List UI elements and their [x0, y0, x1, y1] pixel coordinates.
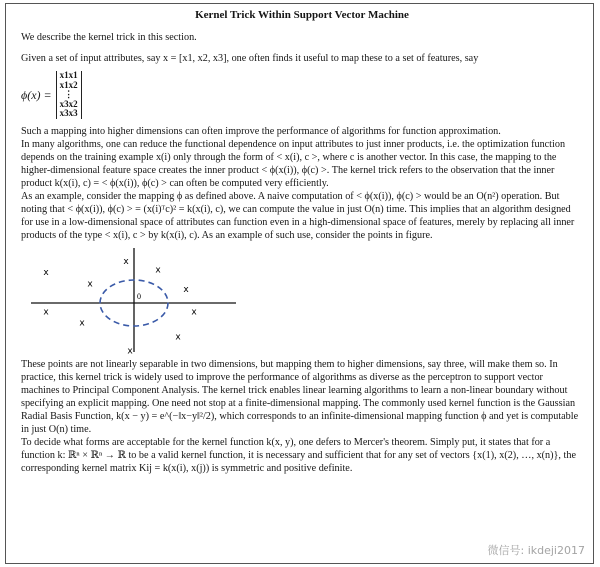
outer-point: x [183, 285, 189, 295]
outer-point: x [43, 307, 49, 318]
outer-point: x [175, 332, 181, 343]
outer-point: x [87, 279, 93, 290]
outer-point: x [123, 257, 129, 267]
outer-point: x [79, 318, 85, 329]
origin-label: 0 [137, 292, 141, 301]
matrix-row: ⋮ [64, 89, 74, 100]
separability-paragraph: These points are not linearly separable in two dimensions, but mapping them to higher dimensions, say three, will make them so. In practice, this kernel trick is widely used to improve the performance of algorithms as diverse as the perceptron to support vector machines to Principal Component Analysis. The kernel trick enables linear learning algorithms to learn a non-linear boundary without specifying an explicit mapping. One need not stop at a finite-dimensional mapping. The commonly used kernel function is the Gaussian Radial Basis Function, k(x − y) = e^(−‖x−y‖²/2), which corresponds to an infinite-dimensional mapping function ϕ and yet is computable in just O(n) time. [21, 359, 579, 435]
outer-point: x [127, 346, 133, 354]
matrix-row: x1x2 [59, 79, 78, 90]
mapping-paragraph: Such a mapping into higher dimensions can often improve the performance of algorithms for function approximation. [21, 126, 501, 137]
mercer-paragraph: To decide what forms are acceptable for the kernel function k(x, y), one defers to Mercer's theorem. Simply put, it states that for a function k: ℝⁿ × ℝⁿ → ℝ to be a valid kernel function, it is necessary and sufficient that for any set of vectors {x(1), x(2), …, x(n)}, the corresponding kernel matrix Kij = k(x(i), x(j)) is symmetric and positive definite. [21, 437, 576, 474]
intro-paragraph: We describe the kernel trick in this section. [21, 32, 197, 43]
scatter-figure-svg [31, 246, 241, 354]
outer-point: x [155, 265, 161, 276]
matrix-row: x3x2 [59, 98, 78, 109]
outer-point: x [191, 307, 197, 318]
data-points [43, 257, 197, 354]
matrix-row: x1x1 [59, 70, 78, 81]
example-paragraph: As an example, consider the mapping ϕ as defined above. A naive computation of < ϕ(x(i)), ϕ(c) > would be an O(n²) operation. But noting that < ϕ(x(i)), ϕ(c) > = (x(i)ᵀc)² = k(x(i), c), we can compute the value in just O(n) time. This implies that an algorithm designed for use in a low-dimensional space of attributes can function even in a high-dimensional space of features, merely by replacing all inner products of the type < x(i), c > by k(x(i), c). As an example of such use, consider the points in figure. [21, 191, 575, 241]
phi-label: ϕ(x) = [21, 87, 52, 102]
document-page [5, 3, 594, 564]
watermark: 微信号: ikdeji2017 [487, 544, 585, 557]
features-paragraph: Given a set of input attributes, say x = [x1, x2, x3], one often finds it useful to map these to a set of features, say [21, 53, 479, 64]
scatter-figure [31, 246, 241, 354]
feature-mapping-equation [21, 68, 583, 122]
inner-product-paragraph: In many algorithms, one can reduce the functional dependence on input attributes to just inner products, i.e. the optimization function depends on the training example x(i) only through the form of < x(i), c >, where c is another vector. In this case, the mapping to the higher-dimensional feature space creates the inner product < ϕ(x(i)), ϕ(c) >. The kernel trick refers to the observation that the inner product k(x(i), c) = < ϕ(x(i)), ϕ(c) > can often be computed very efficiently. [21, 139, 566, 189]
feature-matrix [56, 71, 82, 119]
page-title: Kernel Trick Within Support Vector Machine [195, 9, 409, 21]
outer-point: x [43, 268, 49, 279]
matrix-row: x3x3 [59, 108, 78, 119]
